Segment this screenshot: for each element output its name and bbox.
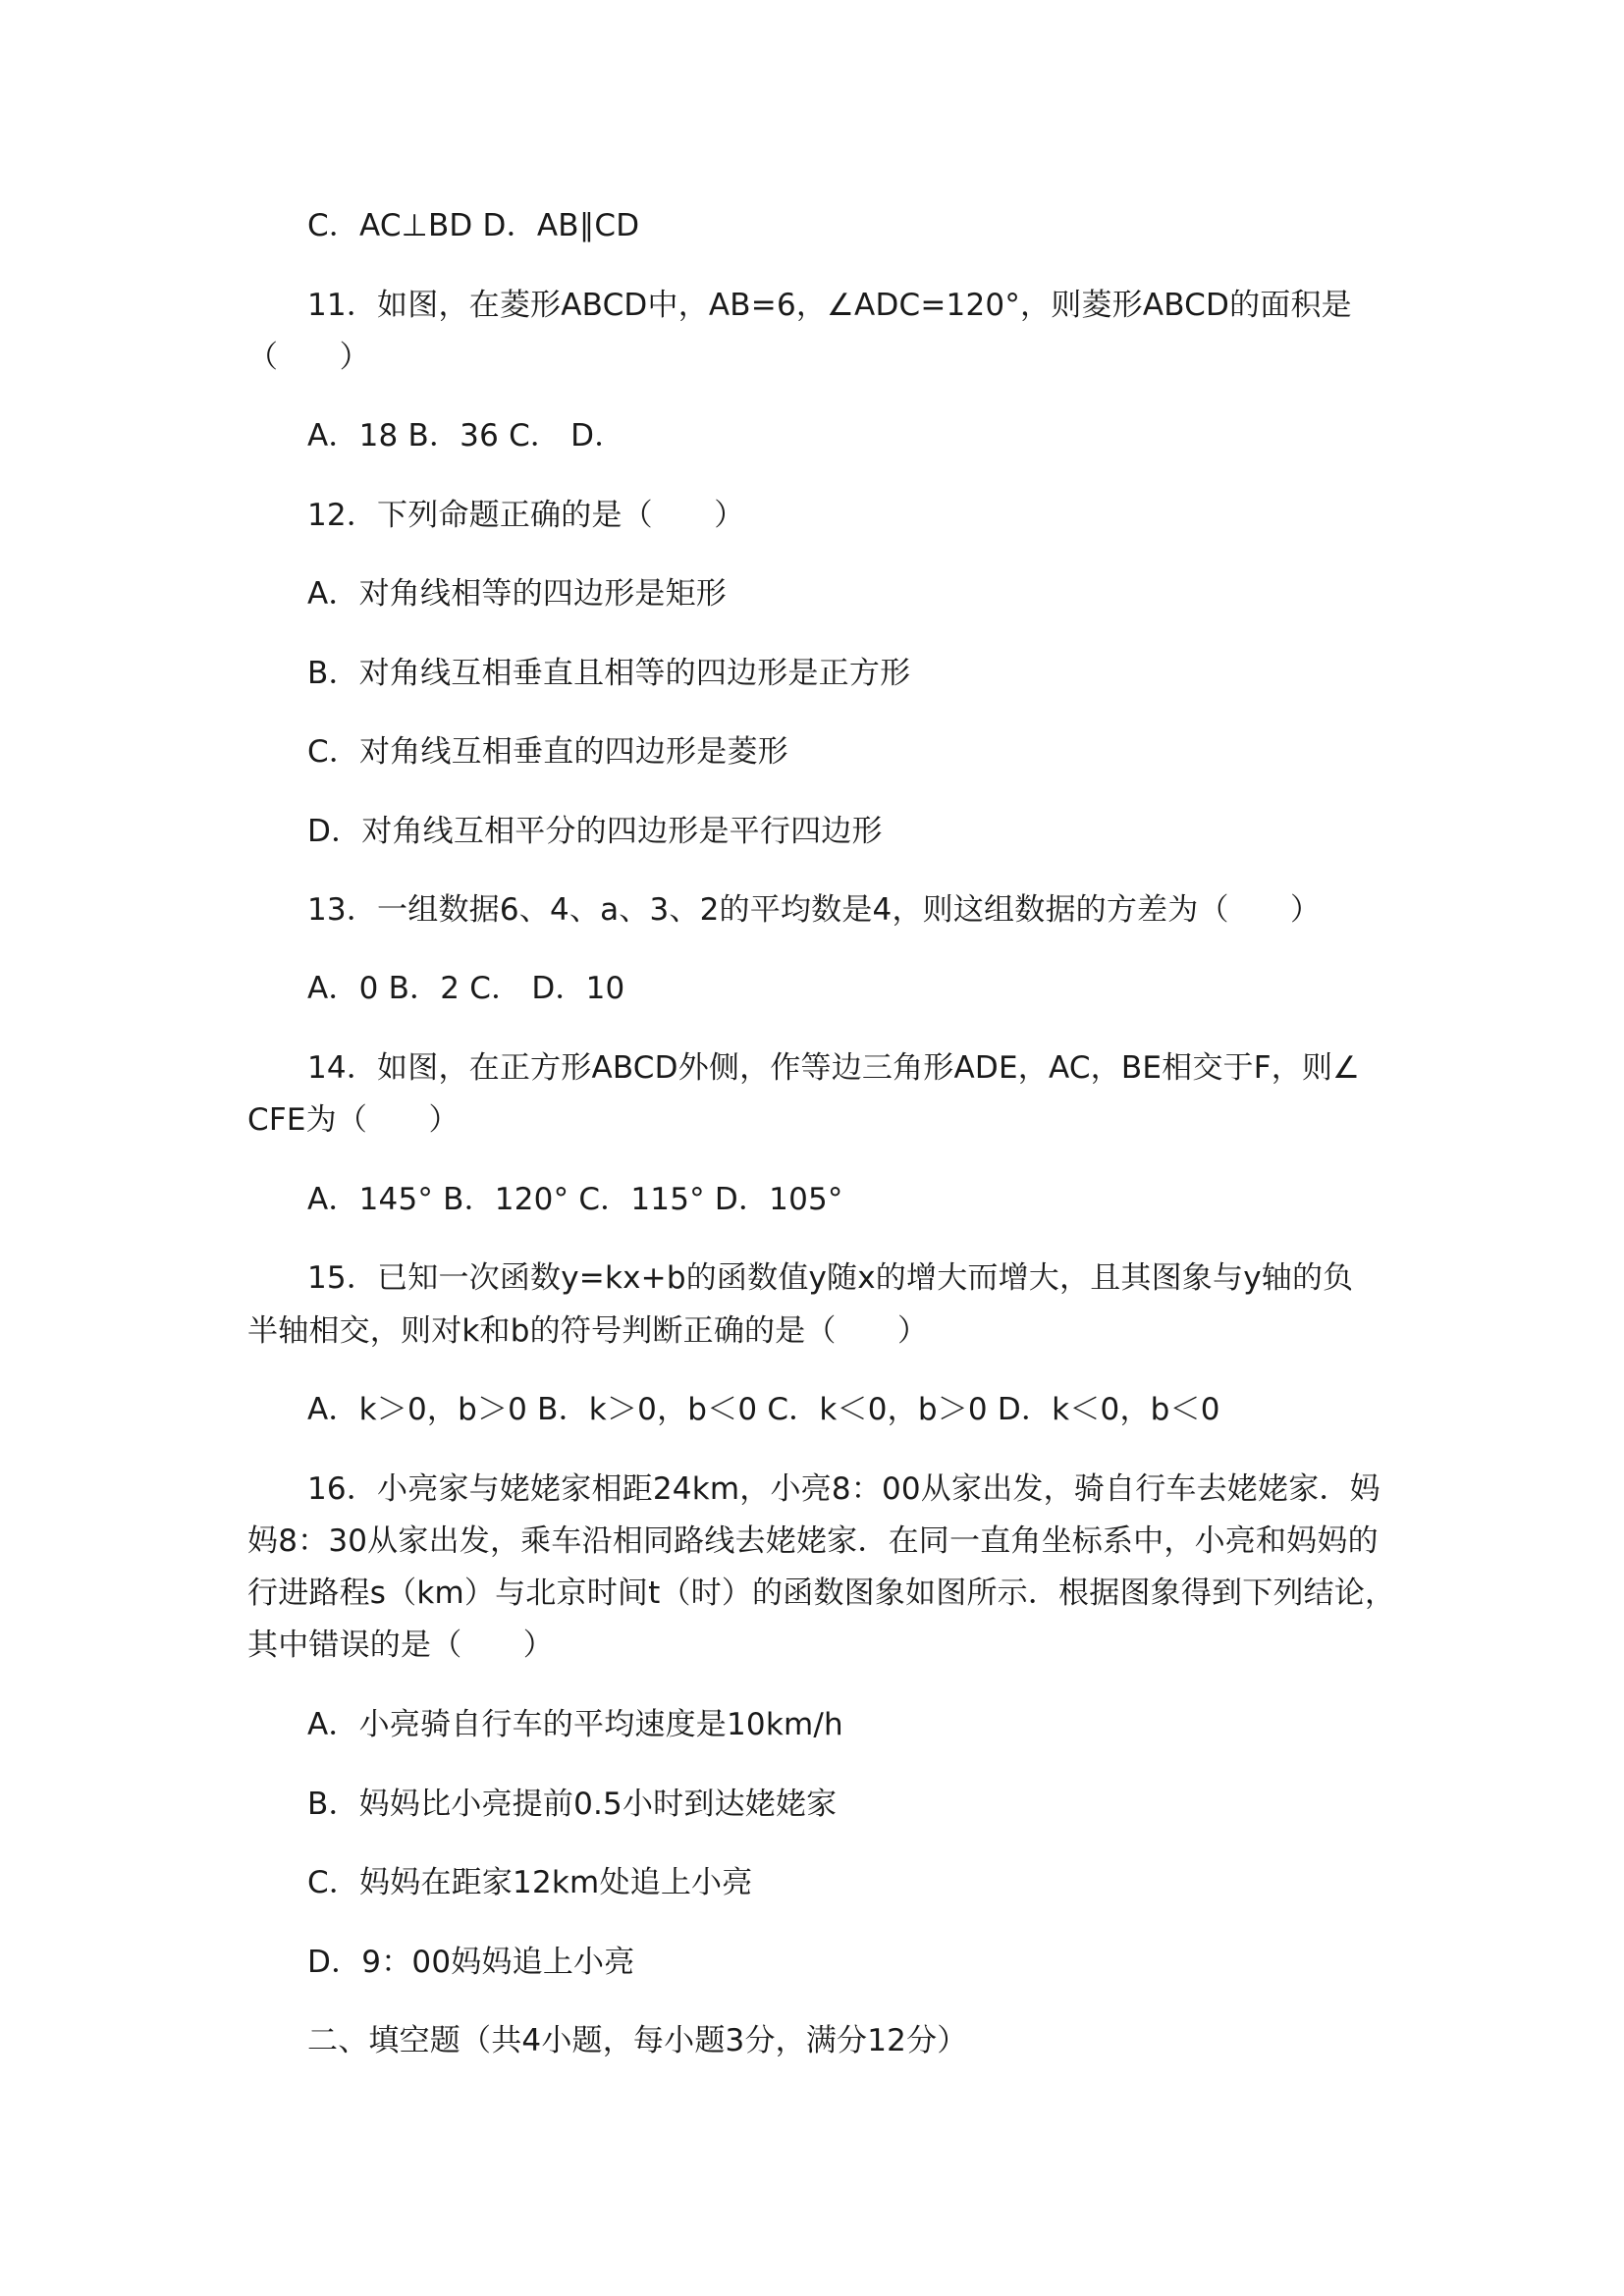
q15-stem-cont: 半轴相交，则对k和b的符号判断正确的是（ ） <box>247 1313 929 1349</box>
q16-stem: 16．小亮家与姥姥家相距24km，小亮8：00从家出发，骑自行车去姥姥家．妈 <box>307 1471 1380 1507</box>
q14-options: A．145° B．120° C．115° D．105° <box>307 1182 843 1217</box>
q14-stem: 14．如图，在正方形ABCD外侧，作等边三角形ADE，AC，BE相交于F，则∠ <box>307 1050 1361 1086</box>
q11-options: A．18 B．36 C． D． <box>307 418 625 454</box>
q14-stem-cont: CFE为（ ） <box>247 1102 460 1138</box>
section-heading-fill-blank: 二、填空题（共4小题，每小题3分，满分12分） <box>307 2023 968 2058</box>
q16-option-c: C．妈妈在距家12km处追上小亮 <box>307 1865 753 1900</box>
q15-stem: 15．已知一次函数y=kx+b的函数值y随x的增大而增大，且其图象与y轴的负 <box>307 1260 1354 1296</box>
q10-options-cd: C．AC⊥BD D．AB∥CD <box>307 208 640 243</box>
q13-stem: 13．一组数据6、4、a、3、2的平均数是4，则这组数据的方差为（ ） <box>307 892 1322 928</box>
q16-stem-cont-1: 妈8：30从家出发，乘车沿相同路线去姥姥家．在同一直角坐标系中，小亮和妈妈的 <box>247 1523 1379 1559</box>
q12-option-b: B．对角线互相垂直且相等的四边形是正方形 <box>307 656 911 691</box>
q11-stem: 11．如图，在菱形ABCD中，AB=6，∠ADC=120°，则菱形ABCD的面积是 <box>307 288 1352 323</box>
q16-option-b: B．妈妈比小亮提前0.5小时到达姥姥家 <box>307 1787 838 1822</box>
q16-option-d: D．9：00妈妈追上小亮 <box>307 1945 635 1980</box>
q13-options: A．0 B．2 C． D．10 <box>307 971 625 1006</box>
q16-stem-cont-2: 行进路程s（km）与北京时间t（时）的函数图象如图所示．根据图象得到下列结论， <box>247 1575 1396 1611</box>
q12-option-a: A．对角线相等的四边形是矩形 <box>307 576 728 612</box>
q11-answer-bracket: （ ） <box>247 340 370 375</box>
q15-options: A．k＞0，b＞0 B．k＞0，b＜0 C．k＜0，b＞0 D．k＜0，b＜0 <box>307 1392 1220 1427</box>
q12-option-c: C．对角线互相垂直的四边形是菱形 <box>307 734 788 770</box>
q16-option-a: A．小亮骑自行车的平均速度是10km/h <box>307 1707 843 1742</box>
q16-stem-cont-3: 其中错误的是（ ） <box>247 1628 554 1663</box>
q12-stem: 12．下列命题正确的是（ ） <box>307 498 745 533</box>
q12-option-d: D．对角线互相平分的四边形是平行四边形 <box>307 814 883 849</box>
